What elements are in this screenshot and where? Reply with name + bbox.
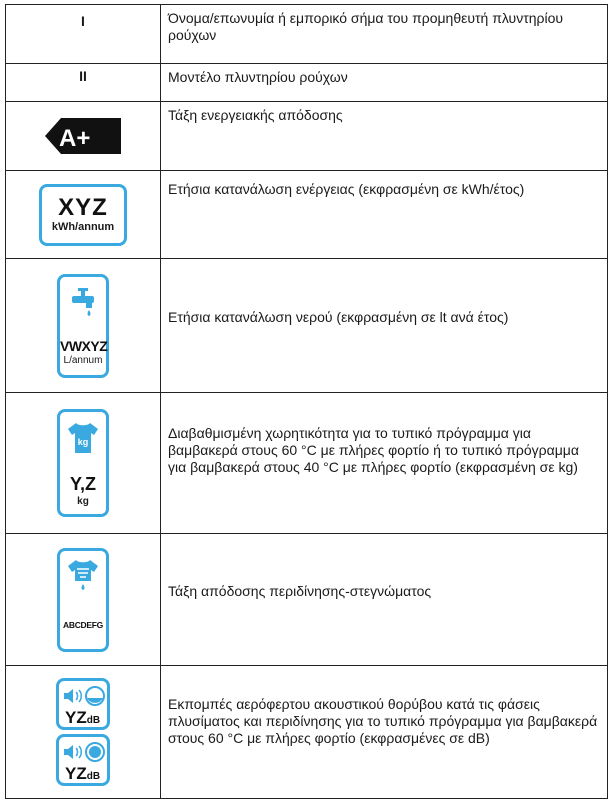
row-description: Όνομα/επωνυμία ή εμπορικό σήμα του προμηθευτή πλυντηρίου ρούχων (168, 10, 564, 43)
energy-unit: kWh/annum (51, 221, 115, 233)
label-legend-table (5, 4, 608, 799)
row-description: Τάξη ενεργειακής απόδοσης (168, 107, 343, 123)
row-description: Ετήσια κατανάλωση ενέργειας (εκφρασμένη σε kWh/έτος) (168, 181, 525, 197)
icon-cell (6, 534, 161, 666)
icon-cell (6, 64, 161, 102)
table-row (6, 393, 608, 534)
table-row (6, 666, 608, 799)
description-cell (161, 171, 608, 259)
row-description: Εκπομπές αερόφερτου ακουστικού θορύβου κατά τις φάσεις πλυσίματος και περιδίνησης για το τυπικό πρόγραμμα για βαμβακερά στους 60 °C με πλήρες φορτίο (εκφρασμένες σε dB) (168, 696, 598, 746)
energy-class-letter: A+ (59, 125, 91, 152)
energy-class-arrow-icon (45, 118, 121, 154)
row-description: Τάξη απόδοσης περιδίνησης-στεγνώματος (168, 583, 432, 599)
row-description: Διαβαθμισμένη χωρητικότητα για το τυπικό πρόγραμμα για βαμβακερά στους 60 °C με πλήρες φορτίο ή το τυπικό πρόγραμμα για βαμβακερά στους 40 °C με πλήρες φορτίο (εκφρασμένη σε kg) (168, 425, 579, 475)
icon-cell (6, 102, 161, 171)
row-description: Μοντέλο πλυντηρίου ρούχων (168, 69, 348, 85)
table-row (6, 259, 608, 393)
tshirt-kg-icon (65, 420, 101, 456)
table-row (6, 534, 608, 666)
noise-value-number: YZ (65, 708, 87, 727)
speaker-drum-icon (62, 685, 106, 707)
spin-drying-scale: ABCDEFG (63, 619, 103, 630)
water-unit: L/annum (63, 354, 103, 366)
description-cell (161, 5, 608, 64)
description-cell (161, 534, 608, 666)
tshirt-badge: kg (77, 437, 89, 447)
energy-consumption-icon (39, 184, 127, 246)
row-key: II (79, 68, 87, 84)
water-consumption-icon (57, 274, 109, 378)
water-tap-icon (66, 285, 100, 319)
table-row (6, 64, 608, 102)
table-row (6, 102, 608, 171)
table-row (6, 5, 608, 64)
icon-cell (6, 171, 161, 259)
description-cell (161, 64, 608, 102)
noise-washing-icon (56, 678, 110, 730)
icon-cell (6, 259, 161, 393)
spin-drying-icon (65, 557, 101, 593)
noise-value-number: YZ (65, 764, 87, 783)
noise-value (65, 764, 100, 787)
noise-value (65, 708, 100, 731)
row-key: I (81, 13, 85, 29)
capacity-value: Y,Z (69, 474, 96, 494)
icon-cell (6, 393, 161, 534)
description-cell (161, 102, 608, 171)
icon-cell (6, 5, 161, 64)
energy-value: XYZ (58, 194, 108, 221)
rated-capacity-icon (57, 409, 109, 517)
water-value: VWXYZ (60, 337, 108, 354)
noise-value-unit: dB (86, 715, 101, 726)
description-cell (161, 666, 608, 799)
table-row (6, 171, 608, 259)
capacity-unit: kg (77, 496, 89, 507)
icon-cell (6, 666, 161, 799)
noise-spin-icon (56, 734, 110, 786)
description-cell (161, 259, 608, 393)
speaker-spin-icon (62, 741, 106, 763)
description-cell (161, 393, 608, 534)
row-description: Ετήσια κατανάλωση νερού (εκφρασμένη σε lt ανά έτος) (168, 309, 509, 325)
noise-value-unit: dB (86, 771, 101, 782)
spin-drying-class-icon (57, 548, 109, 652)
